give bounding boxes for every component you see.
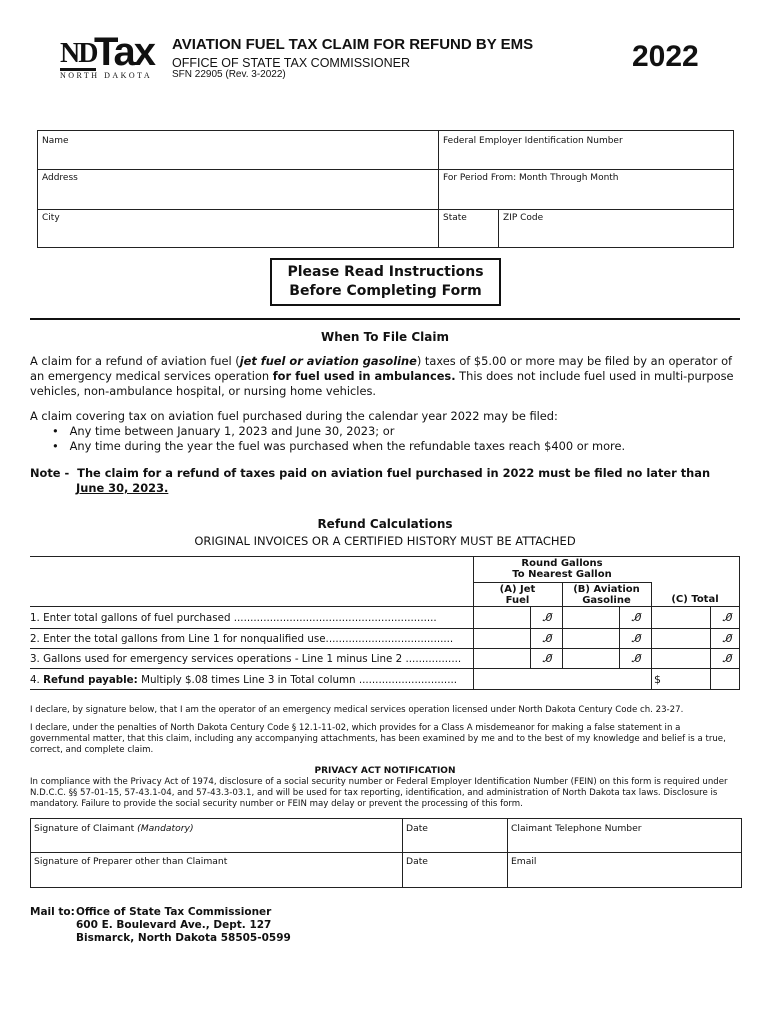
address-label: Address <box>42 173 78 183</box>
read-box-line2: Before Completing Form <box>289 283 482 299</box>
signature-grid <box>30 818 742 888</box>
line-2-label: 2. Enter the total gallons from Line 1 for nonqualified use....................................... <box>30 633 454 645</box>
line-4-rest: Multiply $.08 times Line 3 in Total column .............................. <box>137 674 458 686</box>
line3-a-input[interactable]: .0̸ <box>542 652 553 665</box>
zip-field[interactable] <box>499 210 733 247</box>
tax-year: 2022 <box>632 40 699 73</box>
privacy-title: PRIVACY ACT NOTIFICATION <box>314 766 456 776</box>
zip-label: ZIP Code <box>503 213 544 223</box>
round-gallons-header <box>473 558 651 580</box>
col-b-line2: Gasoline <box>582 595 631 606</box>
read-box-line1: Please Read Instructions <box>287 264 484 280</box>
col-c-header: (C) Total <box>671 594 719 605</box>
bullet-item-2: • Any time during the year the fuel was purchased when the refundable taxes reach $400 or more. <box>52 439 626 453</box>
logo-tax: Tax <box>94 30 154 74</box>
refund-payable-input[interactable]: $ <box>654 673 661 686</box>
line-4-label <box>30 674 457 686</box>
p1-text-c: ) taxes of $5.00 or more may be filed by an operator of an emergency medical services operation <box>30 354 733 383</box>
p1-text-a: A claim for a refund of aviation fuel ( <box>30 354 240 368</box>
fein-label: Federal Employer Identification Number <box>443 136 623 146</box>
note-label: Note - <box>30 466 70 480</box>
claimant-label: Signature of Claimant <box>34 823 138 834</box>
mandatory-label: (Mandatory) <box>137 823 194 834</box>
logo-nd: ND <box>60 38 97 69</box>
line1-b-input[interactable]: .0̸ <box>631 611 642 624</box>
note-text: The claim for a refund of taxes paid on aviation fuel purchased in 2022 must be filed no later than <box>77 466 711 480</box>
refund-heading: Refund Calculations <box>317 517 453 531</box>
form-number: SFN 22905 (Rev. 3-2022) <box>172 69 286 80</box>
claimant-signature-field[interactable] <box>34 823 400 851</box>
line-1-label: 1. Enter total gallons of fuel purchased .............................................................. <box>30 612 437 624</box>
fein-field[interactable] <box>439 133 733 169</box>
nd-tax-logo <box>58 30 154 82</box>
col-a-line2: Fuel <box>505 595 530 606</box>
line3-c-input[interactable]: .0̸ <box>722 652 733 665</box>
preparer-date-field[interactable] <box>406 856 504 884</box>
address-field[interactable] <box>38 170 438 209</box>
claimant-date-field[interactable] <box>406 823 504 851</box>
line3-b-input[interactable]: .0̸ <box>631 652 642 665</box>
calendar-year-paragraph: A claim covering tax on aviation fuel purchased during the calendar year 2022 may be filed: <box>30 409 558 423</box>
filing-deadline-note <box>30 466 742 496</box>
bullet-1-text: Any time between January 1, 2023 and June 30, 2023; or <box>69 424 395 438</box>
email-label: Email <box>511 856 537 867</box>
period-label: For Period From: Month Through Month <box>443 173 619 183</box>
declaration-operator: I declare, by signature below, that I am the operator of an emergency medical services operation licensed under North Dakota Century Code ch. 23-27. <box>30 705 684 715</box>
mail-line-3: Bismarck, North Dakota 58505-0599 <box>76 932 291 944</box>
logo-state: NORTH DAKOTA <box>60 71 153 80</box>
city-field[interactable] <box>38 210 438 247</box>
mail-line-2: 600 E. Boulevard Ave., Dept. 127 <box>76 919 272 931</box>
refund-calculation-table <box>30 556 740 690</box>
state-label: State <box>443 213 467 223</box>
line1-c-input[interactable]: .0̸ <box>722 611 733 624</box>
round-line-1: Round Gallons <box>521 558 603 569</box>
line-3-text: 3. Gallons used for emergency services operations - Line 1 minus Line 2 ................. <box>30 653 462 665</box>
line1-a-input[interactable]: .0̸ <box>542 611 553 624</box>
date-label-2: Date <box>406 856 428 867</box>
attachment-requirement: ORIGINAL INVOICES OR A CERTIFIED HISTORY MUST BE ATTACHED <box>194 534 576 548</box>
taxpayer-info-grid <box>37 130 734 248</box>
col-b-line1: (B) Aviation <box>573 584 640 595</box>
telephone-field[interactable] <box>511 823 737 851</box>
note-date: June 30, 2023. <box>76 481 169 495</box>
city-label: City <box>42 213 60 223</box>
privacy-text: In compliance with the Privacy Act of 1974, disclosure of a social security number or Federal Employer Identification Number (FEIN) on this form is required under N.D.C.C. §§ 57-01-15, 57-43.1-04, and 57-43.3-03.1, and will be used for tax reporting, identification, and administration of North Dakota tax laws. Disclosure is mandatory. Failure to provide the social security number or FEIN may delay or prevent the processing of this form. <box>30 777 728 809</box>
declaration-penalties: I declare, under the penalties of North Dakota Century Code § 12.1-11-02, which provides for a Class A misdemeanor for making a false statement in a governmental matter, that this claim, including any accompanying attachments, has been examined by me and to the best of my knowledge and belief is a true, correct, and complete claim. <box>30 723 726 755</box>
line-4-bold: Refund payable: <box>43 674 138 686</box>
state-field[interactable] <box>439 210 498 247</box>
p1-text-b: jet fuel or aviation gasoline <box>239 354 417 368</box>
col-a-line1: (A) Jet <box>499 584 536 595</box>
mailing-address <box>30 906 291 945</box>
date-label-1: Date <box>406 823 428 834</box>
read-instructions-box <box>270 258 501 306</box>
when-to-file-heading: When To File Claim <box>320 330 450 344</box>
col-a-header <box>473 584 562 606</box>
preparer-label: Signature of Preparer other than Claimant <box>34 856 228 867</box>
col-b-header <box>562 584 651 606</box>
preparer-signature-field[interactable] <box>34 856 400 884</box>
mail-line-1: Office of State Tax Commissioner <box>76 906 272 918</box>
email-field[interactable] <box>511 856 737 884</box>
bullet-2-text: Any time during the year the fuel was purchased when the refundable taxes reach $400 or more. <box>69 439 626 453</box>
line-4-num: 4. <box>30 674 44 686</box>
mail-label: Mail to: <box>30 906 75 918</box>
bullet-item-1: • Any time between January 1, 2023 and June 30, 2023; or <box>52 424 395 438</box>
name-field[interactable] <box>38 133 438 169</box>
divider <box>30 318 740 320</box>
when-to-file-paragraph <box>30 354 742 399</box>
phone-label: Claimant Telephone Number <box>511 823 642 834</box>
line2-b-input[interactable]: .0̸ <box>631 632 642 645</box>
line2-a-input[interactable]: .0̸ <box>542 632 553 645</box>
p1-text-d: for fuel used in ambulances. <box>272 369 456 383</box>
round-line-2: To Nearest Gallon <box>512 569 612 580</box>
name-label: Name <box>42 136 69 146</box>
period-field[interactable] <box>439 170 733 209</box>
form-title: AVIATION FUEL TAX CLAIM FOR REFUND BY EMS <box>172 36 534 53</box>
p1-text-e: This does not include fuel used in multi-purpose vehicles, non-ambulance hospital, or nursing home vehicles. <box>30 369 734 398</box>
line2-c-input[interactable]: .0̸ <box>722 632 733 645</box>
office-name: OFFICE OF STATE TAX COMMISSIONER <box>172 56 410 70</box>
